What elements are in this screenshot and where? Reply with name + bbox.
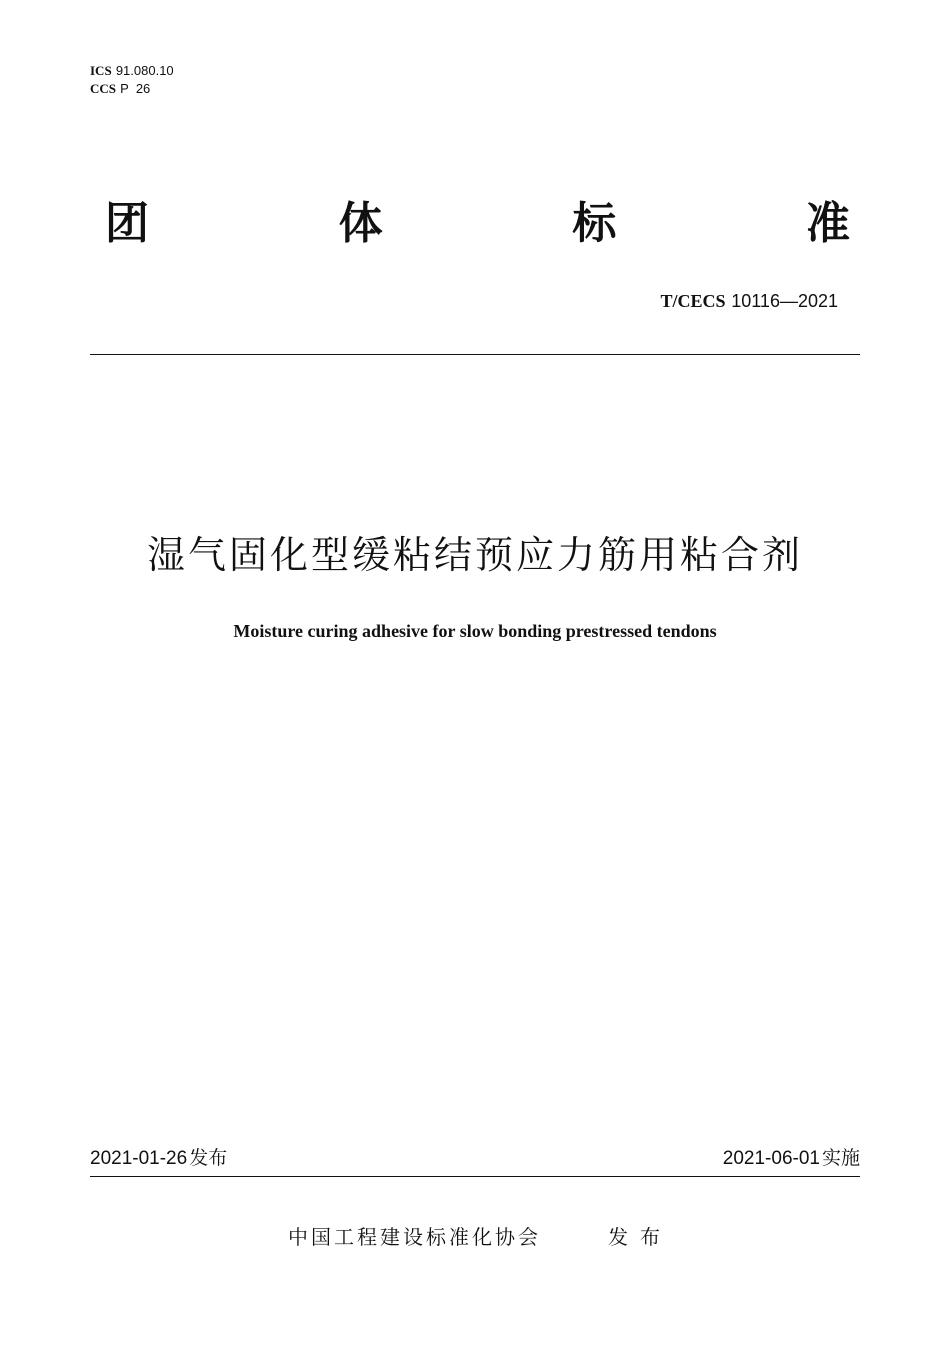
publisher-name: 中国工程建设标准化协会 (288, 1225, 541, 1249)
issue-date (90, 1146, 227, 1171)
ics-value: 91.080.10 (115, 63, 174, 78)
document-title-english: Moisture curing adhesive for slow bonding prestressed tendons (233, 621, 717, 641)
bottom-divider (90, 1176, 860, 1177)
ccs-line (90, 80, 174, 98)
classification-codes (90, 62, 174, 98)
ics-label: ICS (90, 63, 112, 78)
issue-date-value: 2021-01-26 (90, 1148, 188, 1169)
document-title-chinese: 湿气固化型缓粘结预应力筋用粘合剂 (146, 533, 803, 577)
implementation-date (723, 1146, 860, 1171)
standard-type-char: 团 (105, 198, 149, 249)
top-divider (90, 354, 860, 355)
standard-type-char: 标 (572, 198, 617, 249)
standard-type-heading (105, 198, 850, 250)
standard-number-value: 10116—2021 (731, 291, 838, 311)
implementation-date-value: 2021-06-01 (722, 1148, 820, 1169)
standard-type-char: 准 (805, 198, 850, 249)
standard-number (660, 290, 838, 313)
issue-date-label: 发布 (189, 1147, 228, 1169)
standard-type-char: 体 (338, 198, 383, 249)
publish-label: 发布 (608, 1225, 672, 1249)
ccs-value: P 26 (120, 81, 151, 96)
implementation-date-label: 实施 (821, 1147, 860, 1169)
ccs-label: CCS (90, 81, 117, 96)
standard-number-prefix: T/CECS (660, 291, 726, 311)
ics-line (90, 62, 174, 80)
